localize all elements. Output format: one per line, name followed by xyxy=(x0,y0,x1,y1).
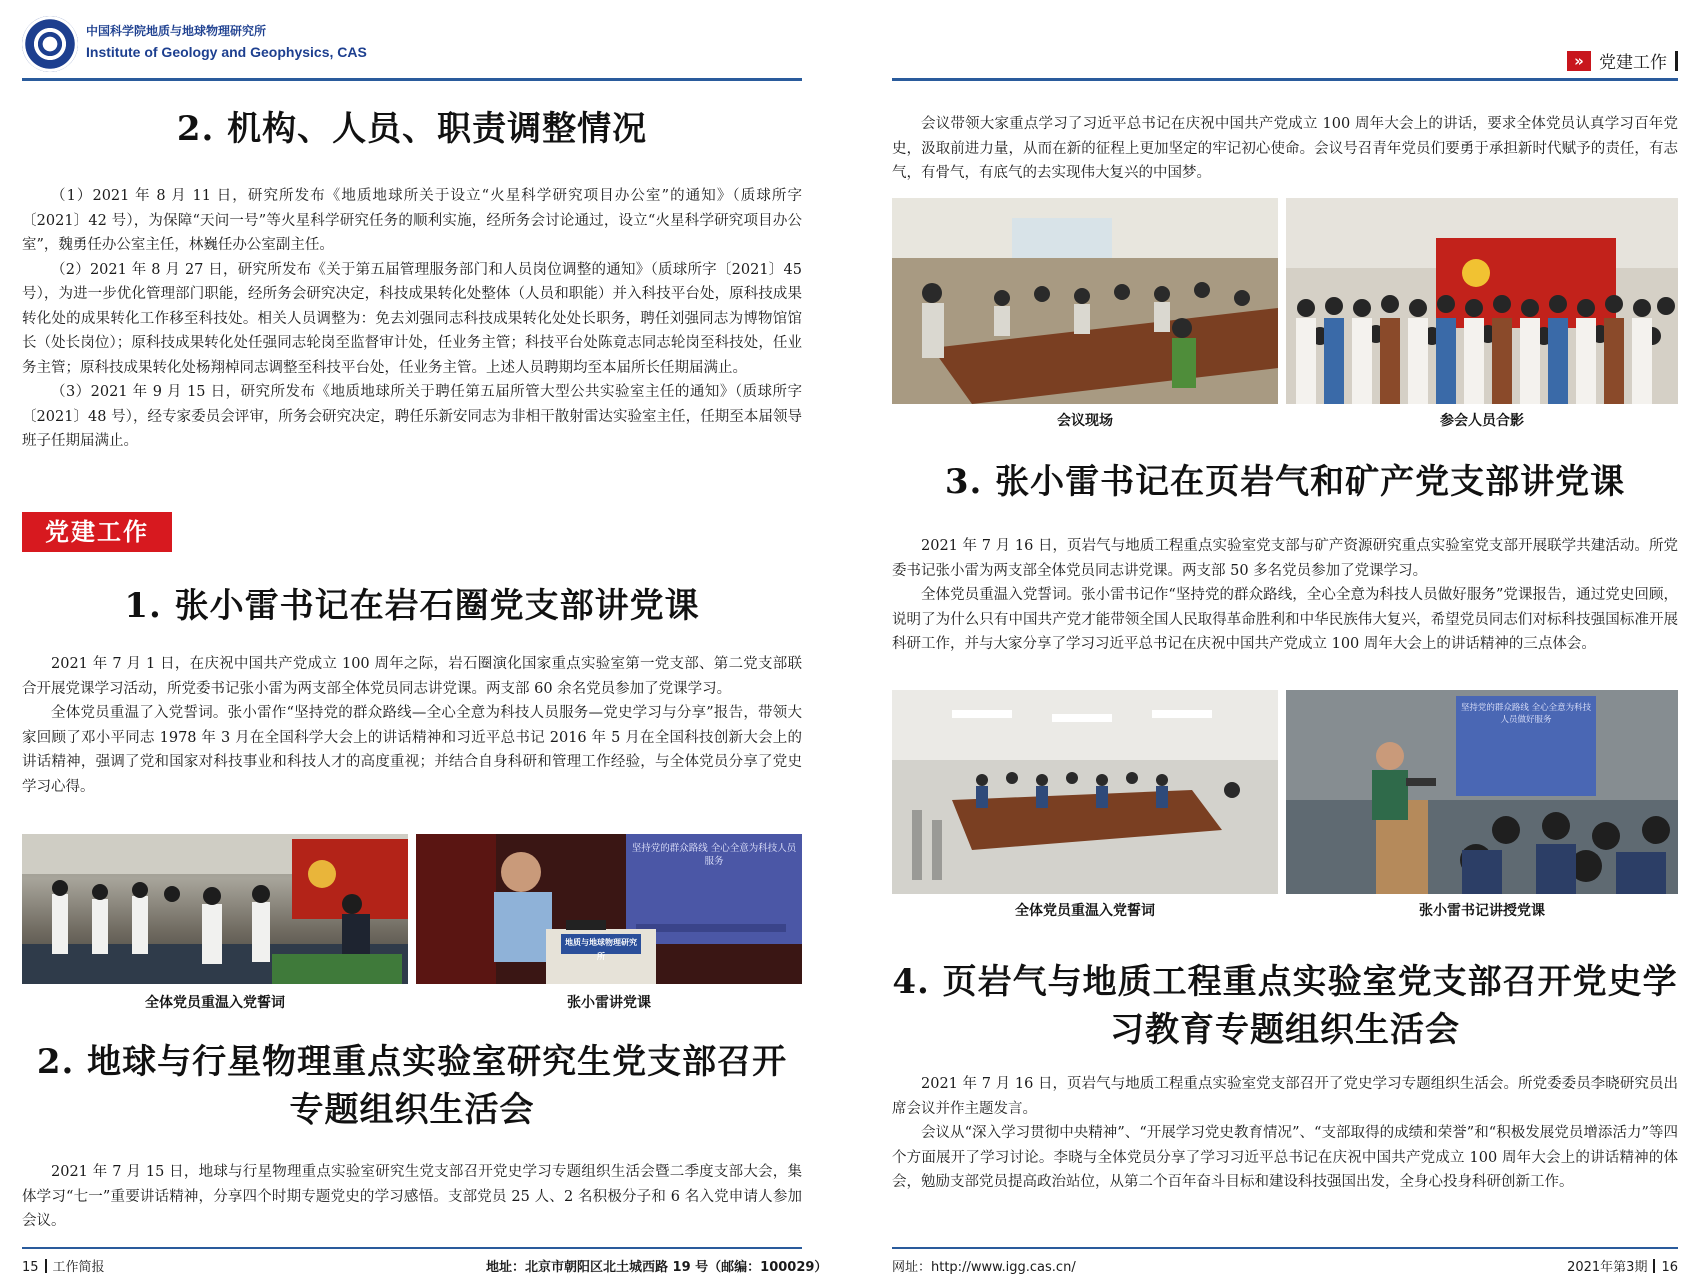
article4-heading: 4. 页岩气与地质工程重点实验室党支部召开党史学习教育专题组织生活会 xyxy=(892,962,1678,1050)
issue-number: 2021年第3期 xyxy=(1567,1260,1648,1275)
photo-oath-room xyxy=(892,690,1278,894)
institute-logo-icon xyxy=(22,16,78,72)
footer-website xyxy=(892,1256,1076,1275)
article1-body xyxy=(22,652,802,799)
footer-left xyxy=(22,1256,105,1275)
paragraph: 全体党员重温入党誓词。张小雷书记作“坚持党的群众路线，全心全意为科技人员做好服务”党课报告，通过党史回顾，说明了为什么只有中国共产党才能带领全国人民取得革命胜利和中华民族伟大复兴，希望党员同志们对标科技强国标准开展科研工作，并与大家分享了学习习近平总书记在庆祝中国共产党成立 100 周年大会上的讲话精神的三点体会。 xyxy=(892,587,1678,652)
footer-rule xyxy=(22,1247,802,1249)
photo-lecture-slide xyxy=(1286,690,1678,894)
article3-body xyxy=(892,534,1678,657)
header-rule xyxy=(22,78,802,81)
footer-address: 地址：北京市朝阳区北土城西路 19 号（邮编：100029） xyxy=(486,1260,828,1275)
photo-oath-room-graphic xyxy=(892,690,1278,894)
article2-body xyxy=(22,1160,802,1234)
section-heading-org-changes: 2. 机构、人员、职责调整情况 xyxy=(176,109,648,149)
caption-photo-lecture-slide: 张小雷书记讲授党课 xyxy=(1419,903,1545,919)
page-number: 15 xyxy=(22,1260,39,1275)
footer-divider xyxy=(45,1259,47,1273)
footer-right xyxy=(1567,1256,1678,1275)
caption-photo-lecture: 张小雷讲党课 xyxy=(567,995,651,1011)
article3-heading: 3. 张小雷书记在页岩气和矿产党支部讲党课 xyxy=(944,462,1626,502)
podium-sign: 地质与地球物理研究所 xyxy=(565,938,637,961)
paragraph: 2021 年 7 月 16 日，页岩气与地质工程重点实验室党支部召开了党史学习专题组织生活会。所党委委员李晓研究员出席会议并作主题发言。 xyxy=(892,1076,1678,1117)
photo-oath-graphic xyxy=(22,834,408,984)
photo-meeting-scene xyxy=(892,198,1278,404)
paragraph: 2021 年 7 月 16 日，页岩气与地质工程重点实验室党支部与矿产资源研究重点实验室党支部开展联学共建活动。所党委书记张小雷为两支部全体党员同志讲党课。两支部 50 多名党员参加了党课学习。 xyxy=(892,538,1678,579)
caption-photo-oath: 全体党员重温入党誓词 xyxy=(145,995,285,1011)
footer-divider xyxy=(1653,1259,1655,1273)
photo-lecture xyxy=(416,834,802,984)
caption-photo-meeting: 会议现场 xyxy=(1057,413,1113,429)
double-chevron-icon: » xyxy=(1567,51,1591,71)
paragraph: 2021 年 7 月 1 日，在庆祝中国共产党成立 100 周年之际，岩石圈演化国家重点实验室第一党支部、第二党支部联合开展党课学习活动，所党委书记张小雷为两支部全体党员同志讲党课。两支部 60 余名党员参加了党课学习。 xyxy=(22,656,802,697)
caption-photo-group: 参会人员合影 xyxy=(1440,413,1524,429)
paragraph: 会议带领大家重点学习了习近平总书记在庆祝中国共产党成立 100 周年大会上的讲话，要求全体党员认真学习百年党史，汲取前进力量，从而在新的征程上更加坚定的牢记初心使命。会议号召青年党员们要勇于承担新时代赋予的责任，有志气，有骨气，有底气的去实现伟大复兴的中国梦。 xyxy=(892,116,1678,181)
header-rule xyxy=(892,78,1678,81)
footer-rule xyxy=(892,1247,1678,1249)
right-page xyxy=(850,0,1700,1285)
paragraph: 全体党员重温了入党誓词。张小雷作“坚持党的群众路线—全心全意为科技人员服务—党史学习与分享”报告，带领大家回顾了邓小平同志 1978 年 3 月在全国科学大会上的讲话精神和习近平总书记 2016 年 5 月在全国科技创新大会上的讲话精神，强调了党和国家对科技事业和科技人才的高度重视；并结合自身科研和管理工作经验，与全体党员分享了党史学习心得。 xyxy=(22,705,802,795)
photo-group xyxy=(1286,198,1678,404)
paragraph: （3）2021 年 9 月 15 日，研究所发布《地质地球所关于聘任第五届所管大型公共实验室主任的通知》（质球所字〔2021〕48 号），经专家委员会评审，所务会研究决定，聘任乐新安同志为非相干散射雷达实验室主任，任期至本届领导班子任期届满止。 xyxy=(22,384,802,449)
org-name-en: Institute of Geology and Geophysics, CAS xyxy=(86,44,367,60)
org-changes-body xyxy=(22,184,802,454)
section-label xyxy=(1567,48,1678,73)
photo-meeting-graphic xyxy=(892,198,1278,404)
photo-oath-ceremony xyxy=(22,834,408,984)
caption-photo-oath-room: 全体党员重温入党誓词 xyxy=(1015,903,1155,919)
article2-heading: 2. 地球与行星物理重点实验室研究生党支部召开专题组织生活会 xyxy=(36,1042,788,1130)
party-building-tag: 党建工作 xyxy=(22,512,172,552)
article1-heading: 1. 张小雷书记在岩石圈党支部讲党课 xyxy=(124,586,700,626)
org-name-cn: 中国科学院地质与地球物理研究所 xyxy=(86,24,267,38)
lecture-slide-title: 坚持党的群众路线 全心全意为科技人员做好服务 xyxy=(1460,703,1592,725)
paragraph: （1）2021 年 8 月 11 日，研究所发布《地质地球所关于设立“火星科学研究项目办公室”的通知》（质球所字〔2021〕42 号），为保障“天问一号”等火星科学研究任务的顺利实施，经所务会讨论通过，设立“火星科学研究项目办公室”，魏勇任办公室主任，林巍任办公室副主任。 xyxy=(22,188,802,253)
paragraph: （2）2021 年 8 月 27 日，研究所发布《关于第五届管理服务部门和人员岗位调整的通知》（质球所字〔2021〕45 号），为进一步优化管理部门职能，经所务会研究决定，科技成果转化处整体（人员和职能）并入科技平台处，原科技成果转化处的成果转化工作移至科技处。相关人员调整为：免去刘强同志科技成果转化处处长职务，聘任刘强同志为博物馆馆长（处长岗位）；原科技成果转化处任强同志轮岗至监督审计处，任业务主管；科技平台处陈竟志同志轮岗至科技处，任业务主管；原科技成果转化处杨翔棹同志调整至科技平台处，任业务主管。上述人员聘期均至本届所长任期届满止。 xyxy=(22,261,802,376)
publication-name: 工作简报 xyxy=(52,1260,105,1275)
article4-body xyxy=(892,1072,1678,1195)
section-label-bar xyxy=(1675,51,1678,71)
photo-group-graphic xyxy=(1286,198,1678,404)
intro-body xyxy=(892,112,1678,186)
section-label-text: 党建工作 xyxy=(1599,53,1667,73)
website-url[interactable]: 网址：http://www.igg.cas.cn/ xyxy=(892,1260,1076,1275)
paragraph: 2021 年 7 月 15 日，地球与行星物理重点实验室研究生党支部召开党史学习专题组织生活会暨二季度支部大会，集体学习“七一”重要讲话精神，分享四个时期专题党史的学习感悟。支部党员 25 人、2 名积极分子和 6 名入党申请人参加会议。 xyxy=(22,1164,802,1229)
lecture-slide-title: 坚持党的群众路线 全心全意为科技人员服务 xyxy=(631,843,797,867)
paragraph: 会议从“深入学习贯彻中央精神”、“开展学习党史教育情况”、“支部取得的成绩和荣誉”和“积极发展党员增添活力”等四个方面展开了学习讨论。李晓与全体党员分享了学习习近平总书记在庆祝中国共产党成立 100 周年大会上的讲话精神的体会，勉励支部党员提高政治站位，从第二个百年奋斗目标和建设科技强国出发，全身心投身科研创新工作。 xyxy=(892,1125,1678,1190)
page-number: 16 xyxy=(1661,1260,1678,1275)
